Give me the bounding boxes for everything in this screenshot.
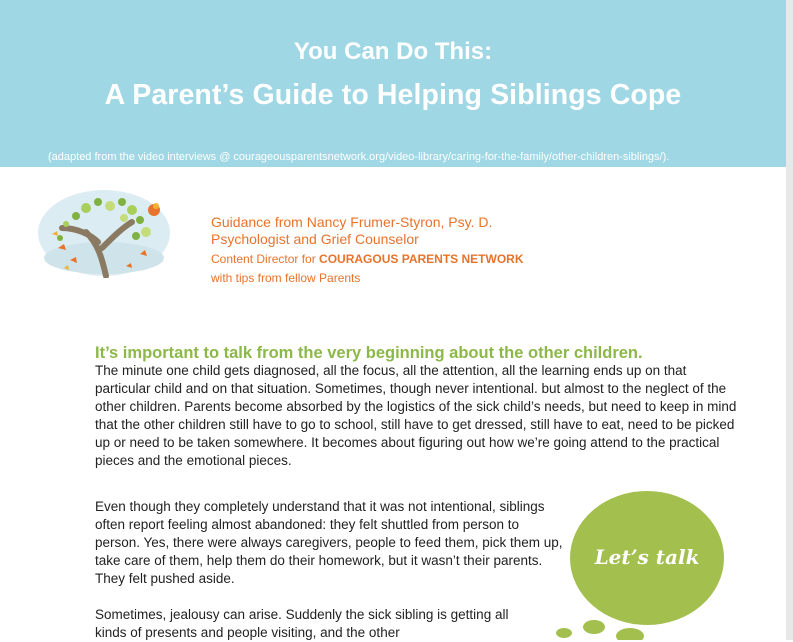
lets-talk-label: Let’s talk: [594, 545, 700, 569]
guidance-credit: Guidance from Nancy Frumer-Styron, Psy. D. Psychologist and Grief Counselor: [211, 214, 493, 247]
tree-logo-icon: [36, 188, 172, 278]
lets-talk-bubble: [530, 480, 750, 640]
director-prefix: Content Director for: [211, 252, 320, 266]
paragraph-2: Even though they completely understand that it was not intentional, siblings often report feeling almost abandoned: they felt shuttled from person to person. Yes, there were always caregivers, people to feed them, pick them up, take care of them, help them do their homework, but it wasn’t their parents. They felt pushed aside.: [95, 499, 563, 586]
director-credit: [211, 252, 524, 266]
tips-credit: with tips from fellow Parents: [211, 271, 361, 285]
title-line-2: A Parent’s Guide to Helping Siblings Cope: [104, 79, 682, 111]
source-note: (adapted from the video interviews @ courageousparentsnetwork.org/video-library/caring-for-the-family/other-children-siblings/).: [48, 151, 670, 163]
organization-name: COURAGOUS PARENTS NETWORK: [319, 252, 524, 266]
page-edge: [786, 0, 793, 640]
paragraph-1: The minute one child gets diagnosed, all the focus, all the attention, all the learning ends up on that particular child and on that situation. Sometimes, though never intentional. but almost to the neglect of the other children. Parents become absorbed by the logistics of the sick child’s needs, but need to keep in mind that the other children still have to go to school, still have to get dressed, still have to eat, need to be picked up or need to be taken somewhere. It becomes about figuring out how we’re going attend to the practical pieces and the emotional pieces.: [95, 363, 737, 468]
title-line-1: You Can Do This:: [293, 38, 493, 65]
paragraph-3: Sometimes, jealousy can arise. Suddenly the sick sibling is getting all kinds of presents and people visiting, and the other: [95, 607, 509, 640]
section-heading: It’s important to talk from the very beginning about the other children.: [95, 344, 643, 362]
title-banner: [0, 0, 786, 167]
